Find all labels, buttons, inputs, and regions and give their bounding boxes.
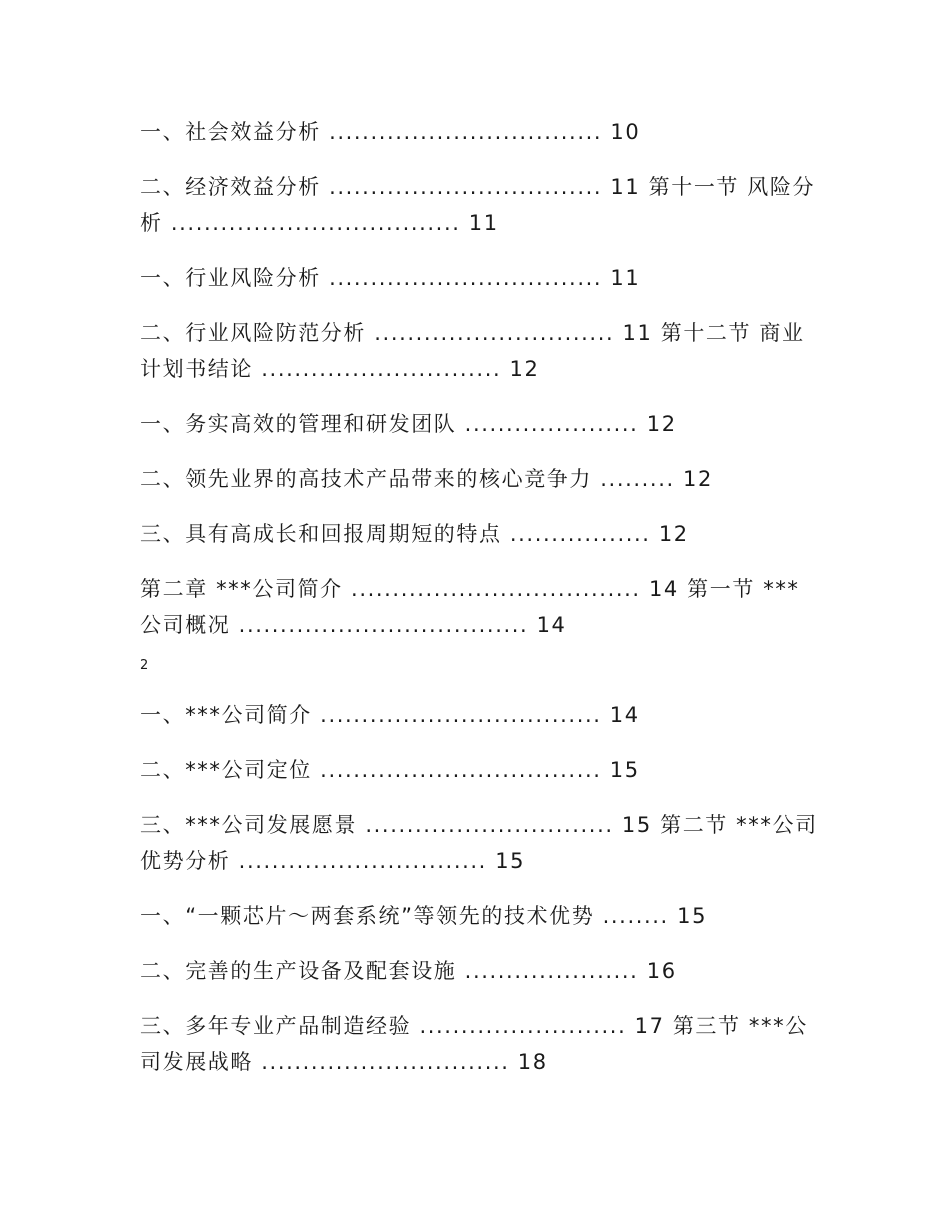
- toc-entry-manufacturing-experience: 三、多年专业产品制造经验 ......................... 17 第三节 ***公司发展战略 .............................. 18: [140, 1014, 808, 1074]
- toc-entry-technology-advantage: 一、“一颗芯片～两套系统”等领先的技术优势 ........ 15: [140, 904, 708, 928]
- toc-entry-management-team: 一、务实高效的管理和研发团队 ..................... 12: [140, 412, 677, 436]
- toc-entry-production-equipment: 二、完善的生产设备及配套设施 ..................... 16: [140, 959, 677, 983]
- toc-entry-chapter-two: 第二章 ***公司简介 ................................... 14 第一节 ***公司概况 ................................... 14: [140, 577, 800, 637]
- toc-entry-risk-prevention: 二、行业风险防范分析 ............................. 11 第十二节 商业计划书结论 ............................. 12: [140, 321, 805, 381]
- toc-entry-social-benefit: 一、社会效益分析 ................................. 10: [140, 120, 641, 144]
- toc-entry-high-growth: 三、具有高成长和回报周期短的特点 ................. 12: [140, 522, 689, 546]
- toc-entry-economic-benefit: 二、经济效益分析 ................................. 11 第十一节 风险分析 ................................... 11: [140, 175, 816, 235]
- toc-entry-company-positioning: 二、***公司定位 .................................. 15: [140, 758, 640, 782]
- toc-entry-core-competitiveness: 二、领先业界的高技术产品带来的核心竞争力 ......... 12: [140, 467, 713, 491]
- toc-entry-industry-risk: 一、行业风险分析 ................................. 11: [140, 266, 641, 290]
- toc-entry-company-vision: 三、***公司发展愿景 .............................. 15 第二节 ***公司优势分析 .............................. 15: [140, 813, 818, 873]
- table-of-contents: [140, 114, 820, 1099]
- page-number: 2: [140, 658, 149, 673]
- toc-entry-company-intro: 一、***公司简介 .................................. 14: [140, 703, 640, 727]
